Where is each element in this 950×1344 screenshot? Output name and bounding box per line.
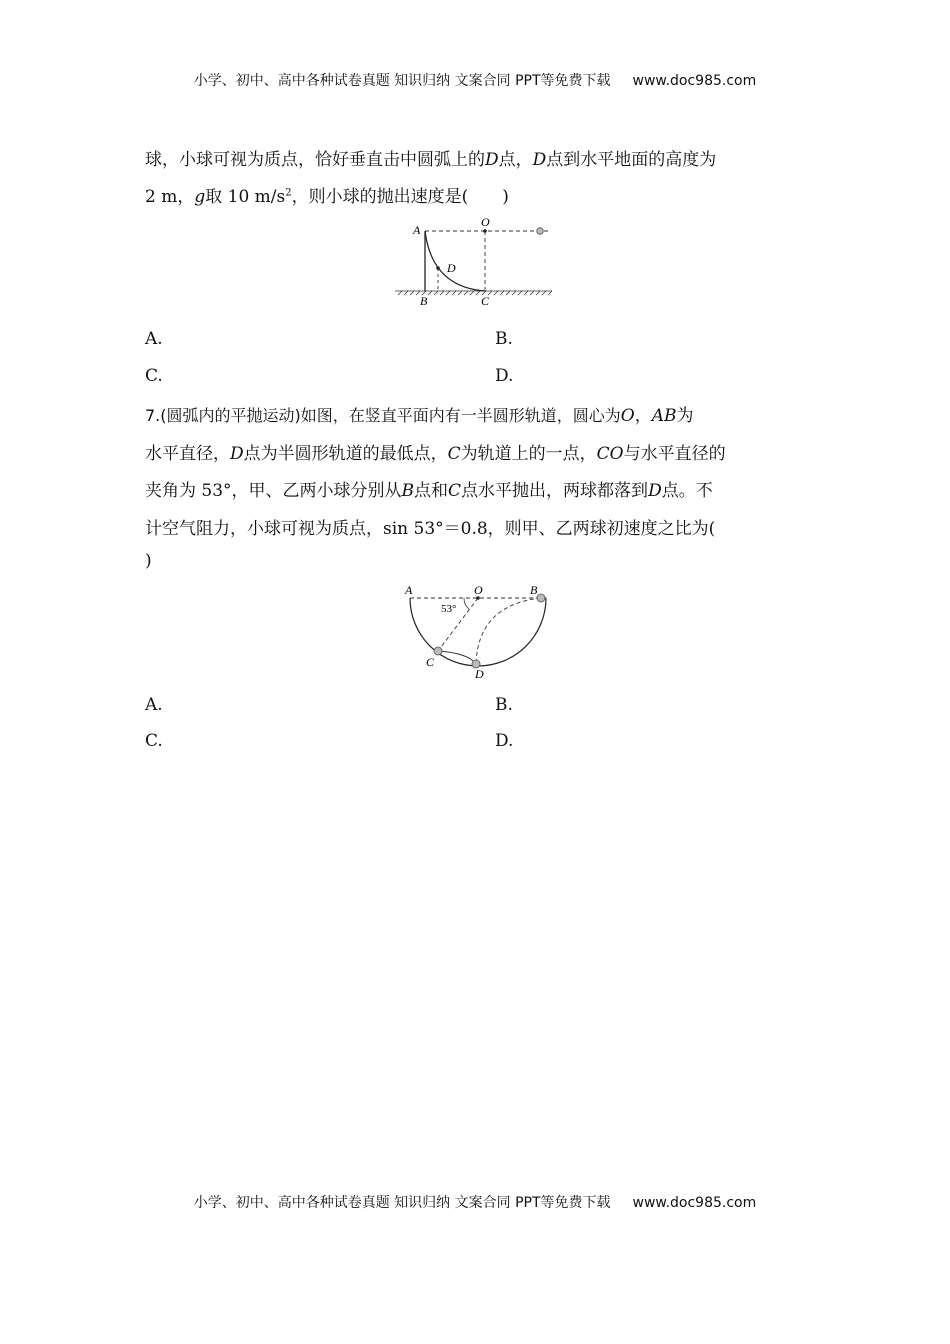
- ground-hatch: [395, 291, 552, 295]
- q7-l1-text-b: ，: [634, 406, 652, 426]
- label-a: A: [413, 223, 421, 237]
- q7-l2-var-c: C: [447, 444, 461, 464]
- q7-topic-tag: 圆弧内的平抛运动: [166, 406, 295, 425]
- q7-line4: 计空气阻力，小球可视为质点，sin 53°＝0.8，则甲、乙两球初速度之比为(: [145, 519, 716, 539]
- q7-l2-text-d: 与水平直径的: [623, 444, 726, 464]
- q7-l3-var-b: B: [401, 481, 415, 501]
- q6-l1-var-d2: D: [532, 150, 547, 170]
- q7-l3-text-c: 点水平抛出，两球都落到: [461, 481, 649, 501]
- q7-l3-text-b: 点和: [414, 481, 449, 501]
- q6-option-d[interactable]: D.: [495, 366, 514, 386]
- q7-l2-text-b: 点为半圆形轨道的最低点，: [243, 444, 448, 464]
- footer-text: 小学、初中、高中各种试卷真题 知识归纳 文案合同 PPT等免费下载: [193, 1195, 611, 1211]
- q7-number: 7.(: [145, 406, 167, 425]
- label-o: O: [481, 215, 490, 229]
- label-a: A: [405, 583, 413, 597]
- footer-site: www.doc985.com: [632, 1195, 757, 1211]
- q7-l3-text-a: 夹角为 53°，甲、乙两小球分别从: [145, 481, 402, 501]
- label-b: B: [530, 583, 538, 597]
- ball-b-icon: [537, 594, 545, 602]
- q7-l1-text-a: )如图，在竖直平面内有一半圆形轨道，圆心为: [294, 406, 621, 425]
- point-o: [483, 229, 487, 233]
- q6-l1-var-d: D: [485, 150, 499, 170]
- q7-l3-var-c: C: [448, 481, 462, 501]
- q7-option-a[interactable]: A.: [145, 695, 163, 715]
- q7-option-c[interactable]: C.: [145, 731, 163, 751]
- q7-l3-text-d: 点。不: [661, 481, 713, 501]
- q6-l2-text-a: 2 m，: [145, 187, 195, 207]
- q6-option-a[interactable]: A.: [145, 329, 163, 349]
- q6-l2-sup: 2: [285, 187, 292, 199]
- q6-l1-text-a: 球，小球可视为质点，恰好垂直击中圆弧上的: [145, 150, 485, 170]
- header-site: www.doc985.com: [632, 73, 757, 89]
- q7-l3-var-d: D: [648, 481, 662, 501]
- angle-label: 53°: [441, 603, 457, 615]
- label-o: O: [474, 583, 483, 597]
- q7-option-d[interactable]: D.: [495, 731, 514, 751]
- page-footer: [0, 1192, 950, 1212]
- q7-l1-text-c: 为: [676, 406, 694, 426]
- q7-l1-var-o: O: [620, 406, 635, 426]
- q6-figure: [390, 212, 560, 312]
- q6-line1: [145, 145, 716, 170]
- q6-option-c[interactable]: C.: [145, 366, 163, 386]
- q7-line3: [145, 476, 713, 501]
- q6-l2-text-b: 取 10 m/s: [205, 187, 286, 207]
- page-header: [0, 70, 950, 90]
- q7-line2: [145, 439, 726, 464]
- label-b: B: [420, 294, 428, 308]
- q7-line5: ): [145, 551, 152, 571]
- q6-l2-text-c: ，则小球的抛出速度是( ): [291, 187, 509, 207]
- q7-figure: [398, 580, 558, 685]
- ball-icon: [537, 228, 544, 235]
- q7-line1: [145, 401, 694, 426]
- q7-l2-var-co: CO: [596, 444, 624, 464]
- q6-l1-text-c: 点到水平地面的高度为: [546, 150, 717, 170]
- angle-arc: [464, 598, 469, 609]
- q7-l2-text-c: 为轨道上的一点，: [460, 444, 597, 464]
- header-text: 小学、初中、高中各种试卷真题 知识归纳 文案合同 PPT等免费下载: [193, 73, 611, 89]
- label-c: C: [481, 294, 490, 308]
- label-d: D: [475, 667, 484, 681]
- q7-l2-var-d: D: [230, 444, 244, 464]
- q6-option-b[interactable]: B.: [495, 329, 513, 349]
- q7-option-b[interactable]: B.: [495, 695, 513, 715]
- label-d: D: [447, 261, 456, 275]
- q6-l2-var-g: g: [194, 187, 206, 207]
- q6-l1-text-b: 点，: [498, 150, 533, 170]
- ball-c-icon: [434, 647, 442, 655]
- q7-l1-var-ab: AB: [651, 406, 677, 426]
- q6-line2: [145, 182, 509, 207]
- point-d: [436, 266, 440, 270]
- label-c: C: [426, 655, 435, 669]
- trajectory-b-to-d: [476, 598, 541, 664]
- q7-l2-text-a: 水平直径，: [145, 444, 230, 464]
